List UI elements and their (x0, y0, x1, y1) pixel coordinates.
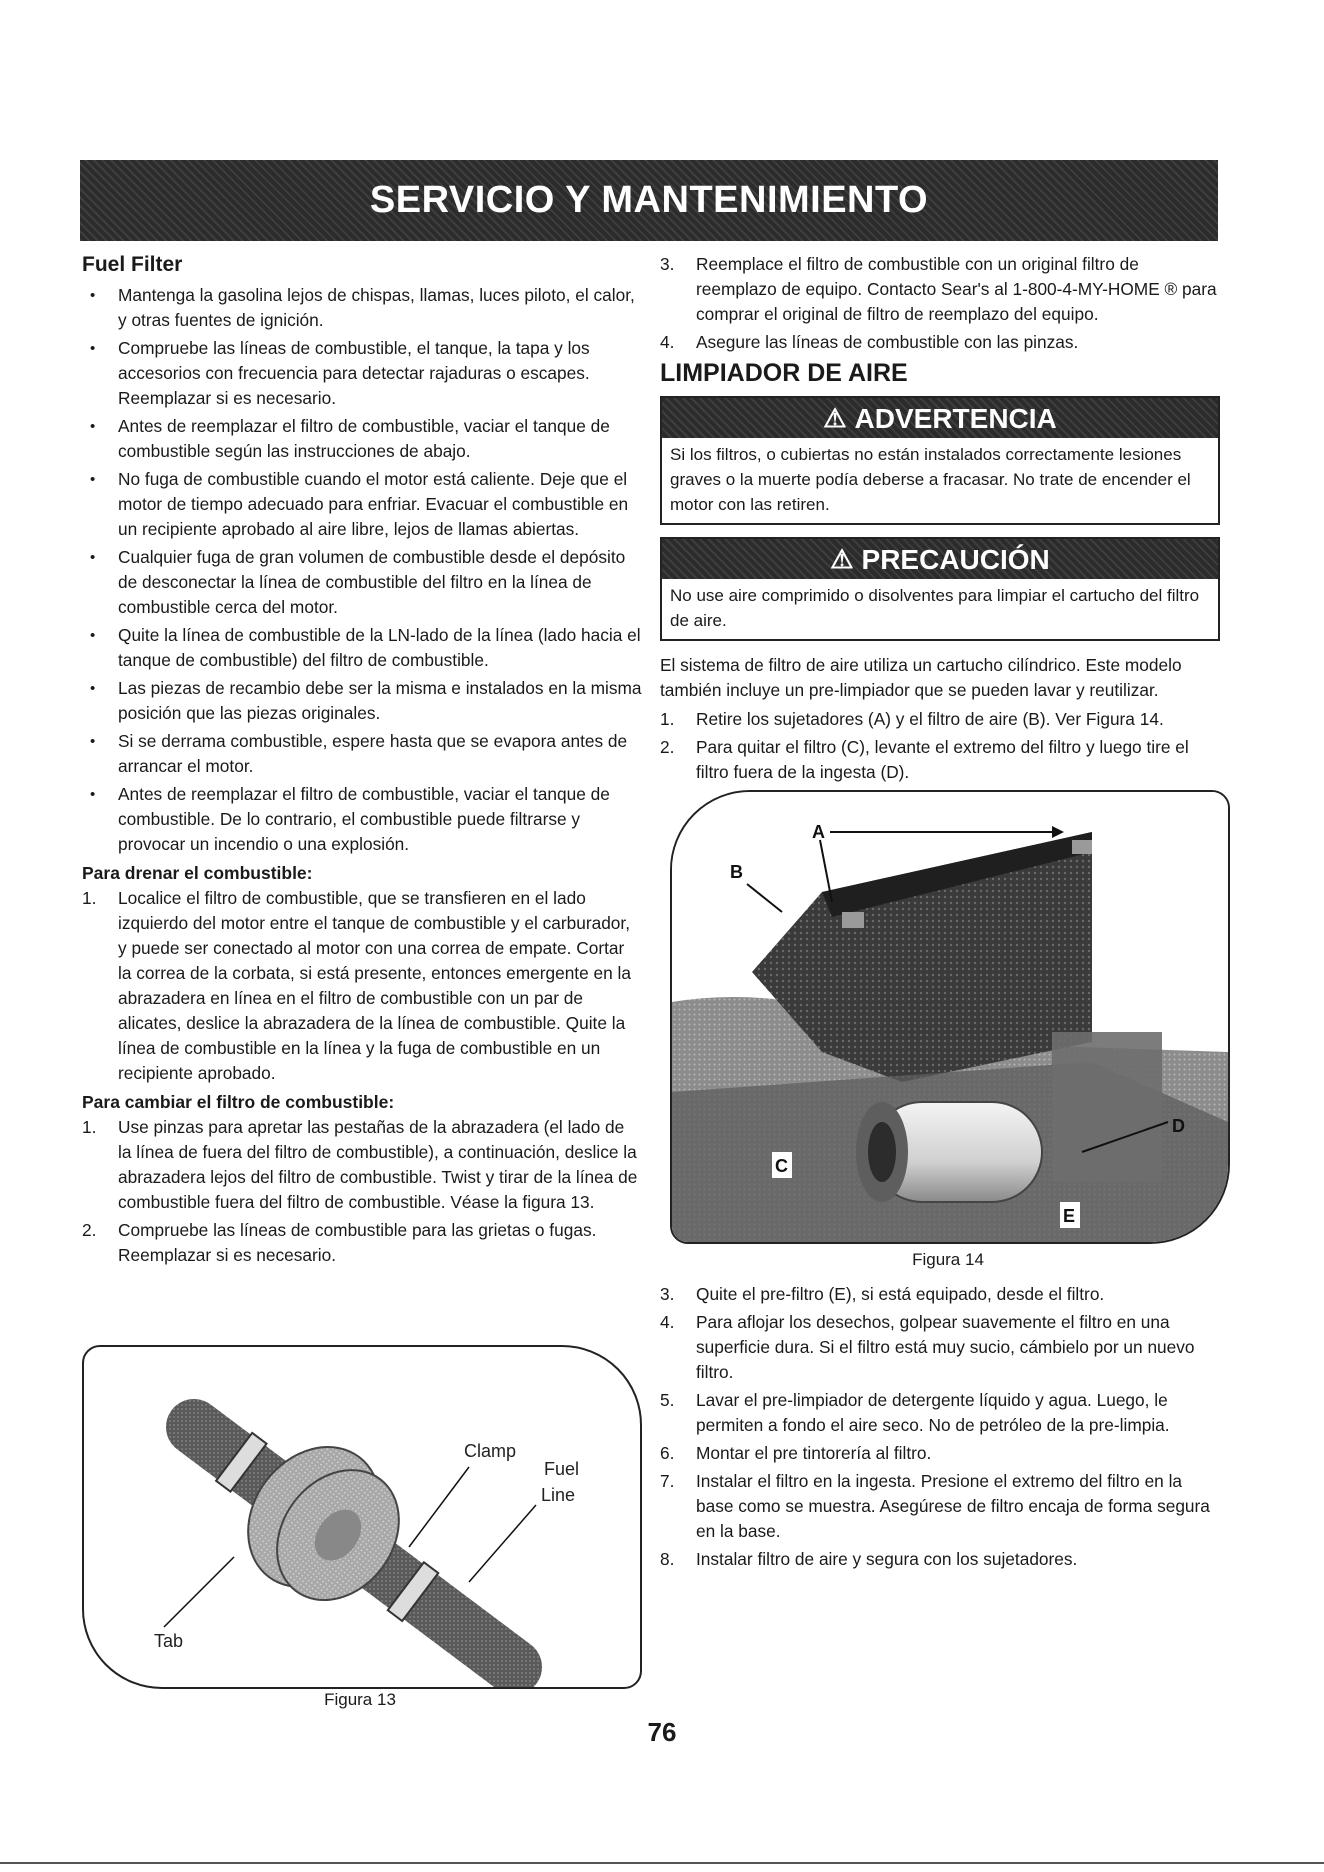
caution-text: No use aire comprimido o disolventes para limpiar el cartucho del filtro de aire. (670, 586, 1200, 630)
step-item (82, 886, 642, 1086)
step-text: Lavar el pre-limpiador de detergente líquido y agua. Luego, le permiten a fondo el aire seco. No de petróleo de la pre-limpia. (696, 1390, 1170, 1435)
step-item (660, 1310, 1220, 1385)
bottom-rule (0, 1862, 1324, 1864)
step-number: 4. (660, 1312, 675, 1332)
step-item (660, 1388, 1220, 1438)
step-number: 3. (660, 254, 675, 274)
step-text: Retire los sujetadores (A) y el filtro de aire (B). Ver Figura 14. (696, 709, 1164, 729)
step-item (660, 1469, 1220, 1544)
step-text: Para quitar el filtro (C), levante el extremo del filtro y luego tire el filtro fuera de la ingesta (D). (696, 737, 1189, 782)
bullet-item: • Antes de reemplazar el filtro de combustible, vaciar el tanque de combustible. De lo contrario, el combustible puede filtrarse y provocar un incendio o una explosión. (82, 782, 642, 857)
air-filter-steps-b (660, 1282, 1220, 1572)
figure-13-label-clamp: Clamp (464, 1441, 517, 1461)
bullet-item: • Si se derrama combustible, espere hasta que se evapora antes de arrancar el motor. (82, 729, 642, 779)
bullet-item: • Cualquier fuga de gran volumen de combustible desde el depósito de desconectar la línea de combustible del filtro en la línea de combustible cerca del motor. (82, 545, 642, 620)
air-filter-intro: El sistema de filtro de aire utiliza un cartucho cilíndrico. Este modelo también incluye un pre-limpiador que se pueden lavar y reutilizar. (660, 655, 1182, 700)
warning-box (660, 396, 1220, 525)
figure-14-label-d: D (1172, 1116, 1185, 1136)
step-number: 4. (660, 332, 675, 352)
step-text: Para aflojar los desechos, golpear suavemente el filtro en una superficie dura. Si el filtro está muy sucio, cámbielo por un nuevo filtro. (696, 1312, 1195, 1382)
air-filter-steps-a (660, 707, 1220, 785)
step-number: 2. (660, 737, 675, 757)
bullet-item: • No fuga de combustible cuando el motor está caliente. Deje que el motor de tiempo adecuado para enfriar. Evacuar el combustible en un recipiente aprobado al aire libre, lejos de llamas abiertas. (82, 467, 642, 542)
step-item (660, 735, 1220, 785)
section-banner (80, 160, 1218, 241)
bullet-item: • Las piezas de recambio debe ser la misma e instalados en la misma posición que las piezas originales. (82, 676, 642, 726)
figure-14-label-e: E (1063, 1206, 1076, 1226)
caution-label: PRECAUCIÓN (861, 543, 1050, 575)
drain-heading: Para drenar el combustible: (82, 863, 313, 883)
step-text: Montar el pre tintorería al filtro. (696, 1443, 932, 1463)
step-item (660, 252, 1220, 327)
warning-label: ADVERTENCIA (854, 402, 1057, 434)
step-text: Compruebe las líneas de combustible para las grietas o fugas. Reemplazar si es necesario. (118, 1220, 597, 1265)
step-number: 3. (660, 1284, 675, 1304)
bullet-item: • Quite la línea de combustible de la LN-lado de la línea (lado hacia el tanque de combustible) del filtro de combustible. (82, 623, 642, 673)
right-column-lower (660, 1282, 1220, 1576)
figure-14-caption: Figura 14 (912, 1250, 984, 1269)
banner-title: SERVICIO Y MANTENIMIENTO (369, 179, 929, 221)
step-item (82, 1218, 642, 1268)
step-number: 5. (660, 1390, 675, 1410)
warning-text: Si los filtros, o cubiertas no están instalados correctamente lesiones graves o la muerte podía deberse a fracasar. No trate de encender el motor con las retiren. (670, 445, 1191, 514)
step-number: 2. (82, 1220, 97, 1240)
fuel-filter-bullets (82, 283, 642, 857)
step-number: 8. (660, 1549, 675, 1569)
figure-14-label-c: C (775, 1156, 788, 1176)
fuel-filter-heading: Fuel Filter (82, 253, 183, 276)
figure-13-fuel-filter-diagram (82, 1345, 642, 1689)
step-item (82, 1115, 642, 1215)
caution-triangle-icon: ⚠ (830, 543, 854, 574)
page-number: 76 (647, 1717, 677, 1747)
step-text: Use pinzas para apretar las pestañas de la abrazadera (el lado de la línea de fuera del filtro de combustible), a continuación, deslice la abrazadera lejos del filtro de combustible. Twist y tirar de la línea de combustible fuera del filtro de combustible. Véase la figura 13. (118, 1117, 638, 1212)
step-number: 6. (660, 1443, 675, 1463)
right-column (660, 252, 1220, 789)
step-text: Localice el filtro de combustible, que se transfieren en el lado izquierdo del motor entre el tanque de combustible y el carburador, y puede ser conectado al motor con una correa de empate. Cortar la correa de la corbata, si está presente, entonces emergente en la abrazadera en línea en el filtro de combustible con un par de alicates, deslice la abrazadera de la línea de combustible. Quite la línea de combustible en la línea y la fuga de combustible en un recipiente aprobado. (118, 888, 631, 1083)
step-item (660, 1282, 1220, 1307)
figure-13-caption: Figura 13 (324, 1690, 396, 1709)
step-text: Instalar el filtro en la ingesta. Presione el extremo del filtro en la base como se muestra. Asegúrese de filtro encaja de forma segura en la base. (696, 1471, 1210, 1541)
caution-box (660, 537, 1220, 641)
figure-13-label-line: Line (541, 1485, 576, 1505)
change-steps (82, 1115, 642, 1268)
step-item (660, 330, 1220, 355)
warning-bar (662, 398, 1218, 438)
step-item (660, 1441, 1220, 1466)
air-cleaner-heading: LIMPIADOR DE AIRE (660, 359, 908, 387)
figure-14-air-filter-photo (670, 790, 1230, 1244)
figure-13-illustration (84, 1347, 640, 1687)
warning-triangle-icon: ⚠ (823, 402, 847, 433)
step-text: Instalar filtro de aire y segura con los sujetadores. (696, 1549, 1078, 1569)
step-text: Reemplace el filtro de combustible con un original filtro de reemplazo de equipo. Contacto Sear's al 1-800-4-MY-HOME ® para comprar el original de filtro de reemplazo del equipo. (696, 254, 1217, 324)
figure-14-label-b: B (730, 862, 743, 882)
step-item (660, 707, 1220, 732)
change-heading: Para cambiar el filtro de combustible: (82, 1092, 395, 1112)
figure-13-label-fuel: Fuel (544, 1459, 580, 1479)
bullet-item: • Antes de reemplazar el filtro de combustible, vaciar el tanque de combustible según las instrucciones de abajo. (82, 414, 642, 464)
caution-bar (662, 539, 1218, 579)
step-number: 1. (82, 1117, 97, 1137)
step-item (660, 1547, 1220, 1572)
fuel-filter-steps-continued (660, 252, 1220, 355)
bullet-item: • Compruebe las líneas de combustible, el tanque, la tapa y los accesorios con frecuencia para detectar rajaduras o escapes. Reemplazar si es necesario. (82, 336, 642, 411)
figure-14-illustration (672, 792, 1228, 1242)
figure-14-label-a: A (812, 822, 825, 842)
step-text: Quite el pre-filtro (E), si está equipado, desde el filtro. (696, 1284, 1105, 1304)
step-number: 1. (660, 709, 675, 729)
step-number: 7. (660, 1471, 675, 1491)
bullet-item: • Mantenga la gasolina lejos de chispas, llamas, luces piloto, el calor, y otras fuentes de ignición. (82, 283, 642, 333)
figure-13-label-tab: Tab (154, 1631, 184, 1651)
step-number: 1. (82, 888, 97, 908)
drain-steps (82, 886, 642, 1086)
step-text: Asegure las líneas de combustible con las pinzas. (696, 332, 1079, 352)
left-column (82, 252, 642, 1272)
